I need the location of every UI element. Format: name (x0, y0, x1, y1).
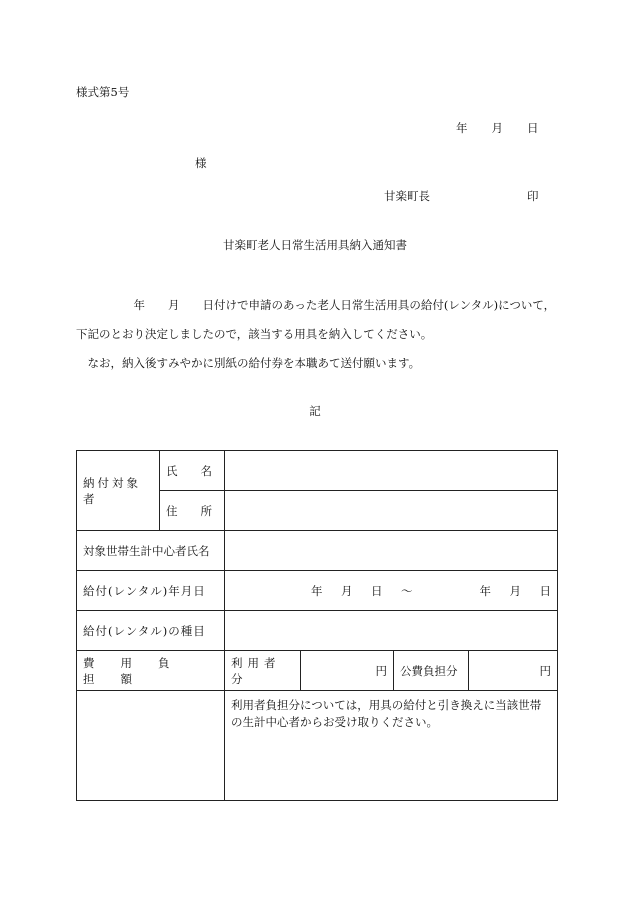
period-year1: 年 (311, 583, 323, 598)
table-row-period (77, 571, 558, 611)
date-month: 月 (491, 121, 503, 135)
table-row-type (77, 611, 558, 651)
address-label: 住 所 (166, 503, 212, 518)
recipient-label: 納付対象者 (83, 475, 141, 506)
period-tilde: ～ (401, 583, 413, 598)
issue-date (456, 120, 539, 136)
period-month1: 月 (341, 583, 353, 598)
user-share-unit: 円 (375, 663, 387, 678)
user-share-label-cell (225, 651, 301, 691)
period-day1: 日 (371, 583, 383, 598)
household-head-value-cell[interactable] (225, 531, 558, 571)
address-label-cell (160, 491, 225, 531)
public-share-unit: 円 (539, 663, 551, 678)
body-paragraph-1: 年 月 日付けで申請のあった老人日常生活用具の給付(レンタル)について，下記のとおり決定しましたので，該当する用具を納入してください。 (76, 298, 556, 341)
seal-mark: 印 (527, 189, 539, 203)
name-label: 氏 名 (166, 463, 212, 478)
issuer: 甘楽町長 (384, 189, 430, 203)
note-cell (225, 691, 558, 801)
date-day: 日 (527, 121, 539, 135)
period-label-cell (77, 571, 225, 611)
table-row-note (77, 691, 558, 801)
period-day2: 日 (539, 583, 551, 598)
date-year: 年 (456, 121, 468, 135)
type-label: 給付(レンタル)の種目 (83, 623, 206, 638)
name-label-cell (160, 451, 225, 491)
table-row-household-head (77, 531, 558, 571)
body-text (76, 291, 556, 378)
user-share-label: 利用者分 (231, 655, 281, 686)
period-value (231, 583, 551, 599)
household-head-label: 対象世帯生計中心者氏名 (83, 543, 210, 558)
public-share-value-cell[interactable] (469, 651, 558, 691)
note-left-cell (77, 691, 225, 801)
public-share-label: 公費負担分 (400, 663, 458, 678)
public-share-label-cell (394, 651, 469, 691)
body-paragraph-2: なお，納入後すみやかに別紙の給付券を本職あて送付願います。 (76, 356, 421, 370)
type-value-cell[interactable] (225, 611, 558, 651)
addressee-suffix: 様 (195, 156, 207, 170)
notification-table (76, 450, 558, 801)
name-value-cell[interactable] (225, 451, 558, 491)
table-row-name (77, 451, 558, 491)
household-head-label-cell (77, 531, 225, 571)
table-row-cost (77, 651, 558, 691)
period-value-cell[interactable] (225, 571, 558, 611)
period-month2: 月 (509, 583, 521, 598)
note-text: 利用者負担分については，用具の給付と引き換えに当該世帯の生計中心者からお受け取りください。 (231, 698, 542, 729)
cost-label-cell (77, 651, 225, 691)
address-value-cell[interactable] (225, 491, 558, 531)
ki-heading: 記 (309, 404, 321, 418)
form-number: 様式第5号 (76, 85, 130, 99)
type-label-cell (77, 611, 225, 651)
period-label: 給付(レンタル)年月日 (83, 583, 206, 598)
recipient-label-cell (77, 451, 160, 531)
cost-label: 費用負担額 (83, 655, 196, 686)
user-share-value-cell[interactable] (301, 651, 394, 691)
period-year2: 年 (479, 583, 491, 598)
document-title: 甘楽町老人日常生活用具納入通知書 (223, 238, 407, 252)
